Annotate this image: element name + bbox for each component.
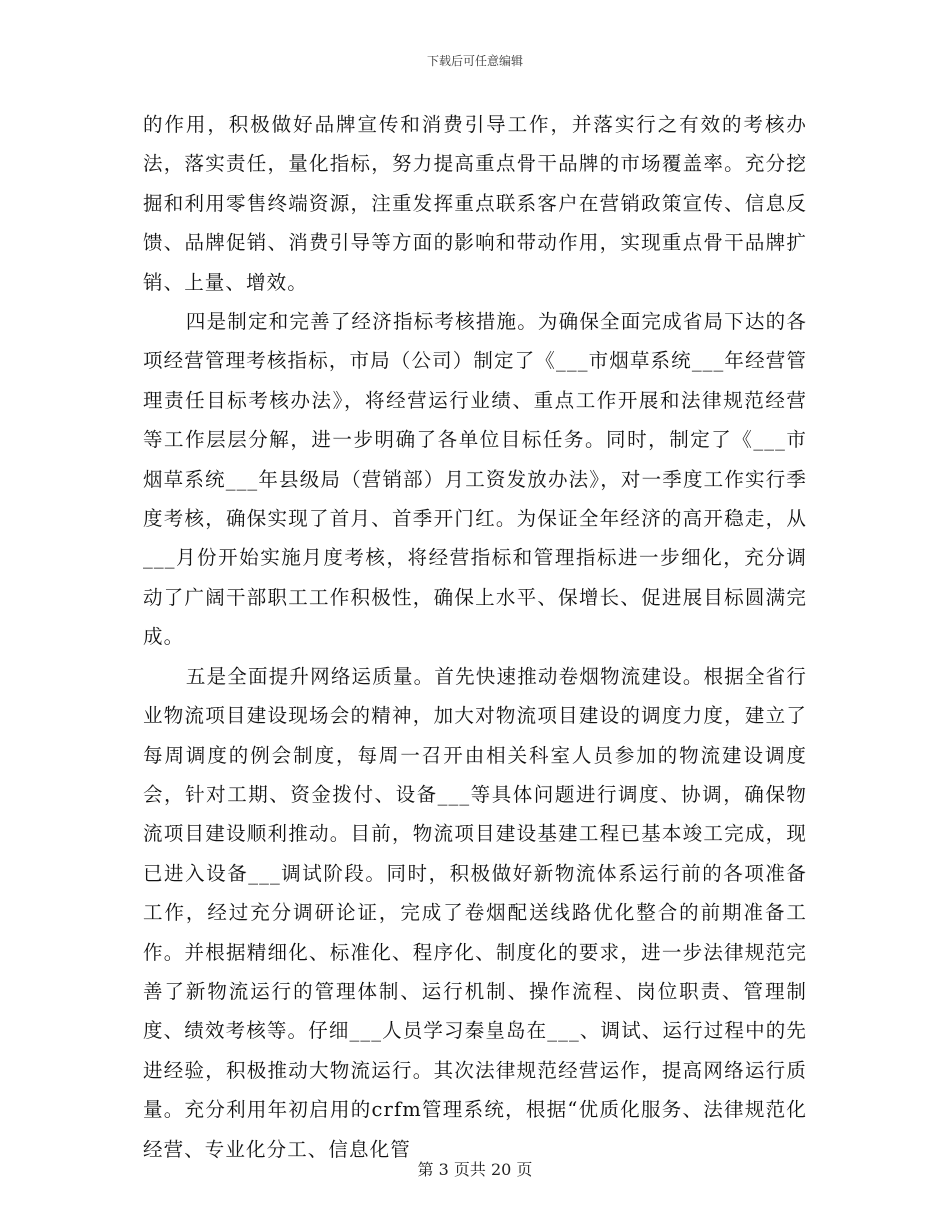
page-footer (0, 1157, 950, 1180)
paragraph-3: 五是全面提升网络运质量。首先快速推动卷烟物流建设。根据全省行业物流项目建设现场会的精神，加大对物流项目建设的调度力度，建立了每周调度的例会制度，每周一召开由相关科室人员参加的物流建设调度会，针对工期、资金拨付、设备___等具体问题进行调度、协调，确保物流项目建设顺利推动。目前，物流项目建设基建工程已基本竣工完成，现已进入设备___调试阶段。同时，积极做好新物流体系运行前的各项准备工作，经过充分调研论证，完成了卷烟配送线路优化整合的前期准备工作。并根据精细化、标准化、程序化、制度化的要求，进一步法律规范完善了新物流运行的管理体制、运行机制、操作流程、岗位职责、管理制度、绩效考核等。仔细___人员学习秦皇岛在___、调试、运行过程中的先进经验，积极推动大物流运行。其次法律规范经营运作，提高网络运行质量。充分利用年初启用的crfm管理系统，根据“优质化服务、法律规范化经营、专业化分工、信息化管 (143, 664, 807, 1161)
document-body (143, 105, 807, 1169)
header-note: 下载后可任意编辑 (426, 54, 523, 68)
paragraph-2: 四是制定和完善了经济指标考核措施。为确保全面完成省局下达的各项经营管理考核指标，市局（公司）制定了《___市烟草系统___年经营管理责任目标考核办法》，将经营运行业绩、重点工作开展和法律规范经营等工作层层分解，进一步明确了各单位目标任务。同时，制定了《___市烟草系统___年县级局（营销部）月工资发放办法》，对一季度工作实行季度考核，确保实现了首月、首季开门红。为保证全年经济的高开稳走，从___月份开始实施月度考核，将经营指标和管理指标进一步细化，充分调动了广阔干部职工工作积极性，确保上水平、保增长、促进展目标圆满完成。 (143, 310, 807, 649)
paragraph-1: 的作用，积极做好品牌宣传和消费引导工作，并落实行之有效的考核办法，落实责任，量化指标，努力提高重点骨干品牌的市场覆盖率。充分挖掘和利用零售终端资源，注重发挥重点联系客户在营销政策宣传、信息反馈、品牌促销、消费引导等方面的影响和带动作用，实现重点骨干品牌扩销、上量、增效。 (143, 113, 807, 294)
page-header (0, 52, 950, 69)
page-number: 第 3 页共 20 页 (417, 1160, 533, 1179)
